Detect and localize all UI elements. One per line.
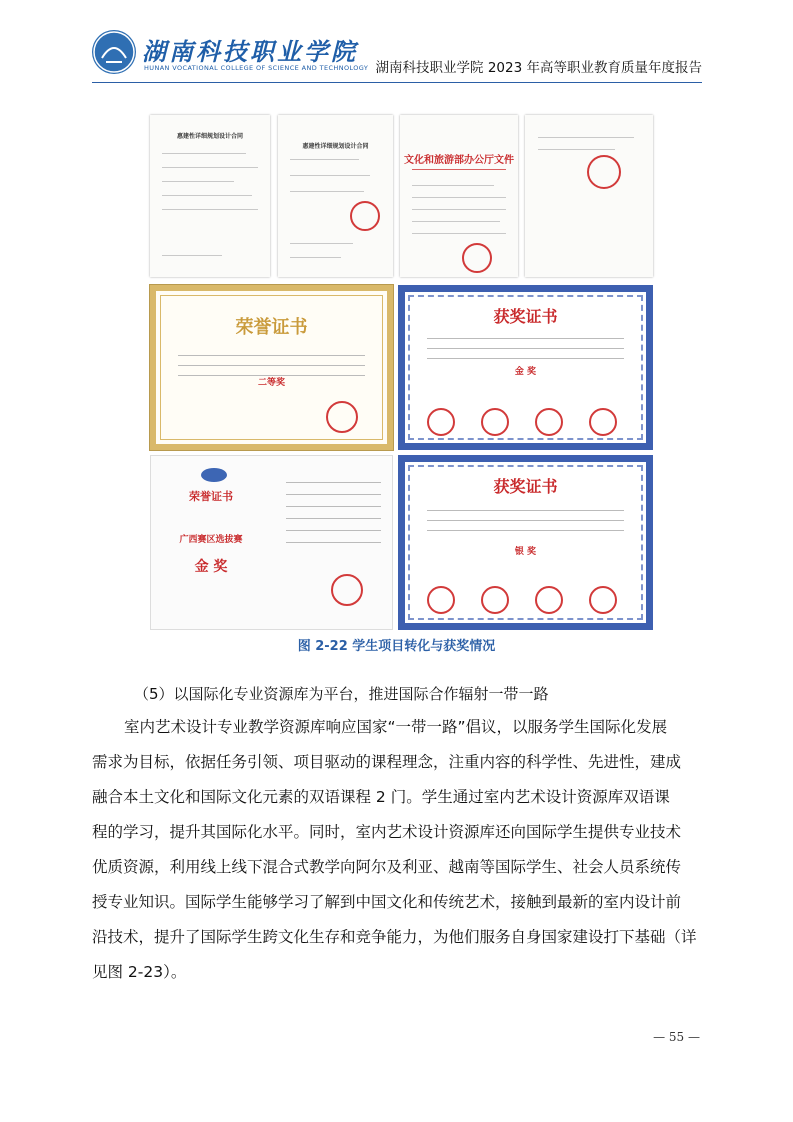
- logo-english-name: HUNAN VOCATIONAL COLLEGE OF SCIENCE AND TECHNOLOGY: [144, 64, 369, 72]
- text-line: [290, 243, 353, 244]
- official-seal-icon: [350, 201, 380, 231]
- page-number: — 55 —: [653, 1030, 700, 1044]
- text-line: [290, 191, 365, 192]
- figure-caption: 图 2-22 学生项目转化与获奖情况: [297, 639, 496, 654]
- certificate-1-title: 荣誉证书: [235, 317, 308, 338]
- text-line: [162, 167, 258, 168]
- certificate-3-award: 金 奖: [194, 559, 228, 575]
- official-seal-icon: [427, 408, 455, 436]
- official-seal-icon: [481, 586, 509, 614]
- seal-row: [419, 586, 632, 612]
- section-subheading: （5）以国际化专业资源库为平台，推进国际合作辐射一带一路: [134, 685, 549, 703]
- text-line: [412, 209, 506, 210]
- header-divider: [92, 82, 702, 83]
- report-title: 湖南科技职业学院 2023 年高等职业教育质量年度报告: [375, 60, 702, 76]
- certificate-3-title: 荣誉证书: [189, 490, 233, 503]
- paragraph-line: 融合本土文化和国际文化元素的双语课程 2 门。学生通过室内艺术设计资源库双语课: [92, 788, 670, 806]
- figure-collage: [150, 115, 653, 630]
- certificate-2-body: [427, 334, 624, 359]
- official-seal-icon: [589, 586, 617, 614]
- certificate-2-title: 获奖证书: [493, 307, 558, 326]
- competition-logo-icon: [201, 468, 227, 482]
- certificate-3-subtitle: 广西赛区选拔赛: [179, 535, 243, 545]
- certificate-1-award: 二等奖: [257, 378, 285, 388]
- certificate-4-award: 银 奖: [514, 547, 537, 557]
- paragraph-line: 优质资源，利用线上线下混合式教学向阿尔及利亚、越南等国际学生、社会人员系统传: [92, 858, 682, 876]
- notice-red-header: 文化和旅游部办公厅文件: [404, 155, 514, 166]
- official-seal-icon: [427, 586, 455, 614]
- paragraph-line: 室内艺术设计专业教学资源库响应国家“一带一路”倡议，以服务学生国际化发展: [124, 718, 668, 736]
- text-line: [290, 159, 359, 160]
- paragraph-line: 沿技术，提升了国际学生跨文化生存和竞争能力，为他们服务自身国家建设打下基础（详: [92, 928, 697, 946]
- honor-certificate-gold: [150, 285, 393, 450]
- text-line: [162, 181, 234, 182]
- contract-2-title: 惠建性详细规划设计合同: [302, 143, 369, 150]
- certificate-3-details: [286, 476, 381, 543]
- official-seal-icon: [326, 401, 358, 433]
- official-seal-icon: [589, 408, 617, 436]
- official-seal-icon: [535, 408, 563, 436]
- page-header: [92, 30, 702, 82]
- official-seal-icon: [587, 155, 621, 189]
- certificate-2-award: 金 奖: [514, 367, 537, 377]
- text-line: [412, 185, 495, 186]
- college-logo-icon: [92, 30, 136, 74]
- text-line: [162, 195, 252, 196]
- paragraph-line: 见图 2-23）。: [92, 963, 187, 981]
- text-line: [290, 175, 371, 176]
- award-certificate-silver-prize: [398, 455, 653, 630]
- text-line: [538, 137, 634, 138]
- text-line: [162, 255, 222, 256]
- logo-chinese-name: 湖南科技职业学院: [142, 37, 358, 66]
- contract-document-1: [150, 115, 270, 277]
- official-seal-icon: [331, 574, 363, 606]
- text-line: [412, 221, 501, 222]
- text-line: [538, 149, 615, 150]
- certificate-1-body: [178, 351, 365, 376]
- text-line: [162, 209, 258, 210]
- contract-document-2: [278, 115, 393, 277]
- contract-1-title: 惠建性详细规划设计合同: [176, 133, 243, 140]
- text-line: [412, 197, 506, 198]
- seal-row: [419, 408, 632, 434]
- honor-certificate-guangxi: [150, 455, 393, 630]
- red-rule: [412, 169, 506, 170]
- text-line: [412, 233, 506, 234]
- official-seal-icon: [481, 408, 509, 436]
- text-line: [290, 257, 342, 258]
- official-seal-icon: [462, 243, 492, 273]
- paragraph-line: 需求为目标，依据任务引领、项目驱动的课程理念，注重内容的科学性、先进性，建成: [92, 753, 682, 771]
- ministry-notice-document: [400, 115, 518, 277]
- award-certificate-gold-prize: [398, 285, 653, 450]
- award-list-document: [525, 115, 653, 277]
- official-seal-icon: [535, 586, 563, 614]
- paragraph-line: 程的学习，提升其国际化水平。同时，室内艺术设计资源库还向国际学生提供专业技术: [92, 823, 682, 841]
- paragraph-line: 授专业知识。国际学生能够学习了解到中国文化和传统艺术，接触到最新的室内设计前: [92, 893, 682, 911]
- certificate-4-title: 获奖证书: [493, 477, 558, 496]
- certificate-4-body: [427, 506, 624, 531]
- text-line: [162, 153, 246, 154]
